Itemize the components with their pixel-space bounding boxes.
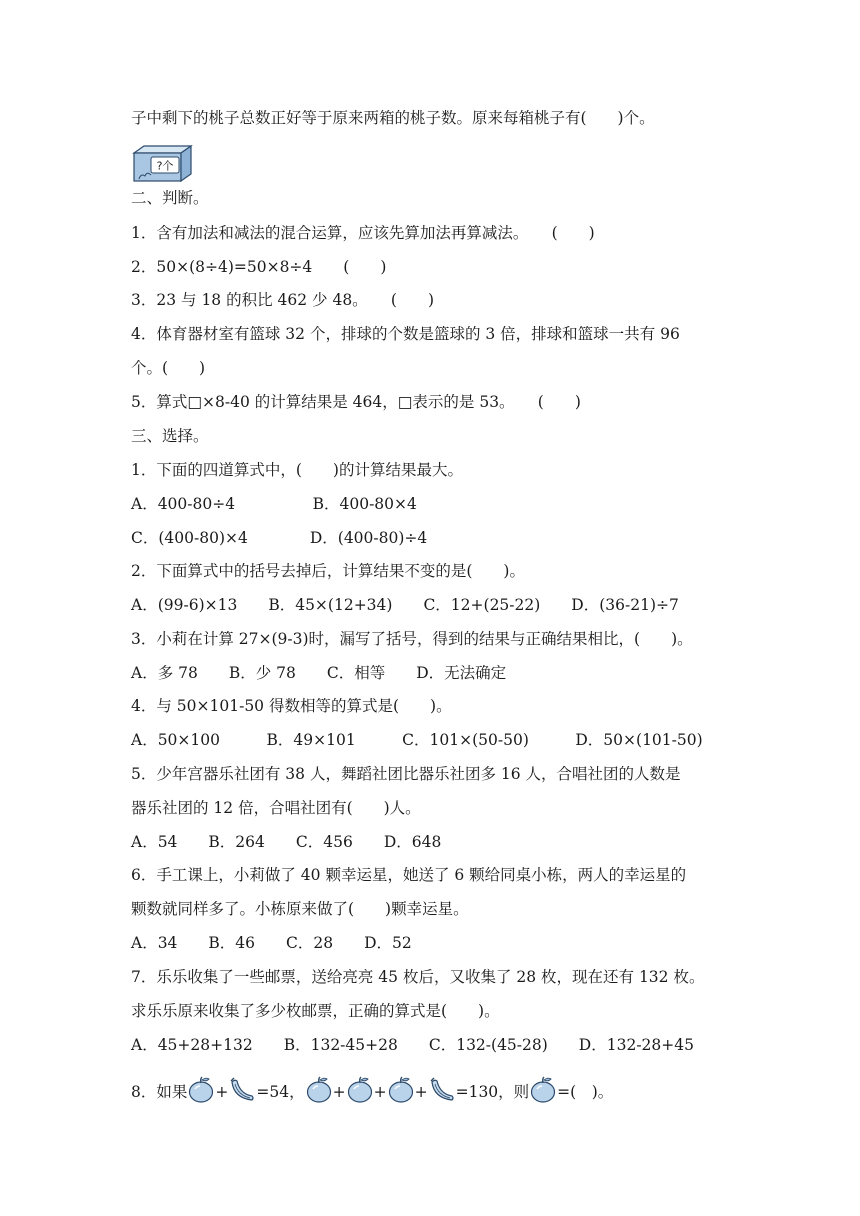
- choice-q6-options: A．34 B．46 C．28 D．52: [131, 934, 412, 952]
- choice-q1-options-ab: A．400-80÷4 B．400-80×4: [131, 495, 417, 513]
- section-title-choice: 三、选择。: [131, 427, 209, 445]
- apple-icon: [529, 1076, 557, 1104]
- judge-item-5: 5．算式□×8-40 的计算结果是 464，□表示的是 53。 ( ): [131, 393, 581, 411]
- apple-icon: [387, 1076, 415, 1104]
- q8-plus: +: [215, 1083, 229, 1102]
- box-label: ?个: [156, 159, 174, 173]
- prev-question-tail: 子中剩下的桃子总数正好等于原来两箱的桃子数。原来每箱桃子有( )个。: [131, 109, 655, 127]
- choice-q5-cont: 器乐社团的 12 倍，合唱社团有( )人。: [131, 799, 421, 817]
- q8-eq2: =130，则: [455, 1083, 530, 1102]
- judge-item-4-cont: 个。( ): [131, 359, 206, 377]
- choice-q3: 3．小莉在计算 27×(9-3)时，漏写了括号，得到的结果与正确结果相比，( )。: [131, 630, 693, 648]
- choice-q7-cont: 求乐乐原来收集了多少枚邮票，正确的算式是( )。: [131, 1002, 500, 1020]
- choice-q5: 5．少年宫器乐社团有 38 人，舞蹈社团比器乐社团多 16 人，合唱社团的人数是: [131, 765, 681, 783]
- peach-box-illustration: [131, 143, 195, 187]
- q8-prefix: 8．如果: [131, 1083, 188, 1102]
- choice-q5-options: A．54 B．264 C．456 D．648: [131, 833, 442, 851]
- choice-q7: 7．乐乐收集了一些邮票，送给亮亮 45 枚后，又收集了 28 枚，现在还有 132 枚。: [131, 968, 705, 986]
- section-title-judge: 二、判断。: [131, 189, 209, 207]
- judge-item-2: 2．50×(8÷4)=50×8÷4 ( ): [131, 258, 387, 276]
- q8-eq3: =( )。: [557, 1083, 614, 1102]
- q8-plus: +: [332, 1083, 346, 1102]
- apple-icon: [187, 1076, 215, 1104]
- choice-q1: 1．下面的四道算式中，( )的计算结果最大。: [131, 461, 463, 479]
- banana-icon: [228, 1076, 256, 1104]
- choice-q4-options: A．50×100 B．49×101 C．101×(50-50) D．50×(101-50): [131, 731, 703, 749]
- judge-item-3: 3．23 与 18 的积比 462 少 48。 ( ): [131, 291, 435, 309]
- choice-q7-options: A．45+28+132 B．132-45+28 C．132-(45-28) D．132-28+45: [131, 1036, 694, 1054]
- judge-item-1: 1．含有加法和减法的混合运算，应该先算加法再算减法。 ( ): [131, 224, 595, 242]
- choice-q6-cont: 颗数就同样多了。小栋原来做了( )颗幸运星。: [131, 900, 469, 918]
- choice-q6: 6．手工课上，小莉做了 40 颗幸运星，她送了 6 颗给同桌小栋，两人的幸运星的: [131, 866, 687, 884]
- choice-q8: [131, 1079, 613, 1107]
- q8-eq1: =54，: [256, 1083, 305, 1102]
- q8-plus: +: [373, 1083, 387, 1102]
- choice-q4: 4．与 50×101-50 得数相等的算式是( )。: [131, 697, 452, 715]
- apple-icon: [305, 1076, 333, 1104]
- choice-q2: 2．下面算式中的括号去掉后，计算结果不变的是( )。: [131, 562, 525, 580]
- choice-q2-options: A．(99-6)×13 B．45×(12+34) C．12+(25-22) D．(36-21)÷7: [131, 596, 679, 614]
- apple-icon: [346, 1076, 374, 1104]
- choice-q3-options: A．多 78 B．少 78 C．相等 D．无法确定: [131, 664, 507, 682]
- banana-icon: [428, 1076, 456, 1104]
- choice-q1-options-cd: C．(400-80)×4 D．(400-80)÷4: [131, 529, 428, 547]
- q8-plus: +: [414, 1083, 428, 1102]
- judge-item-4: 4．体育器材室有篮球 32 个，排球的个数是篮球的 3 倍，排球和篮球一共有 96: [131, 325, 680, 343]
